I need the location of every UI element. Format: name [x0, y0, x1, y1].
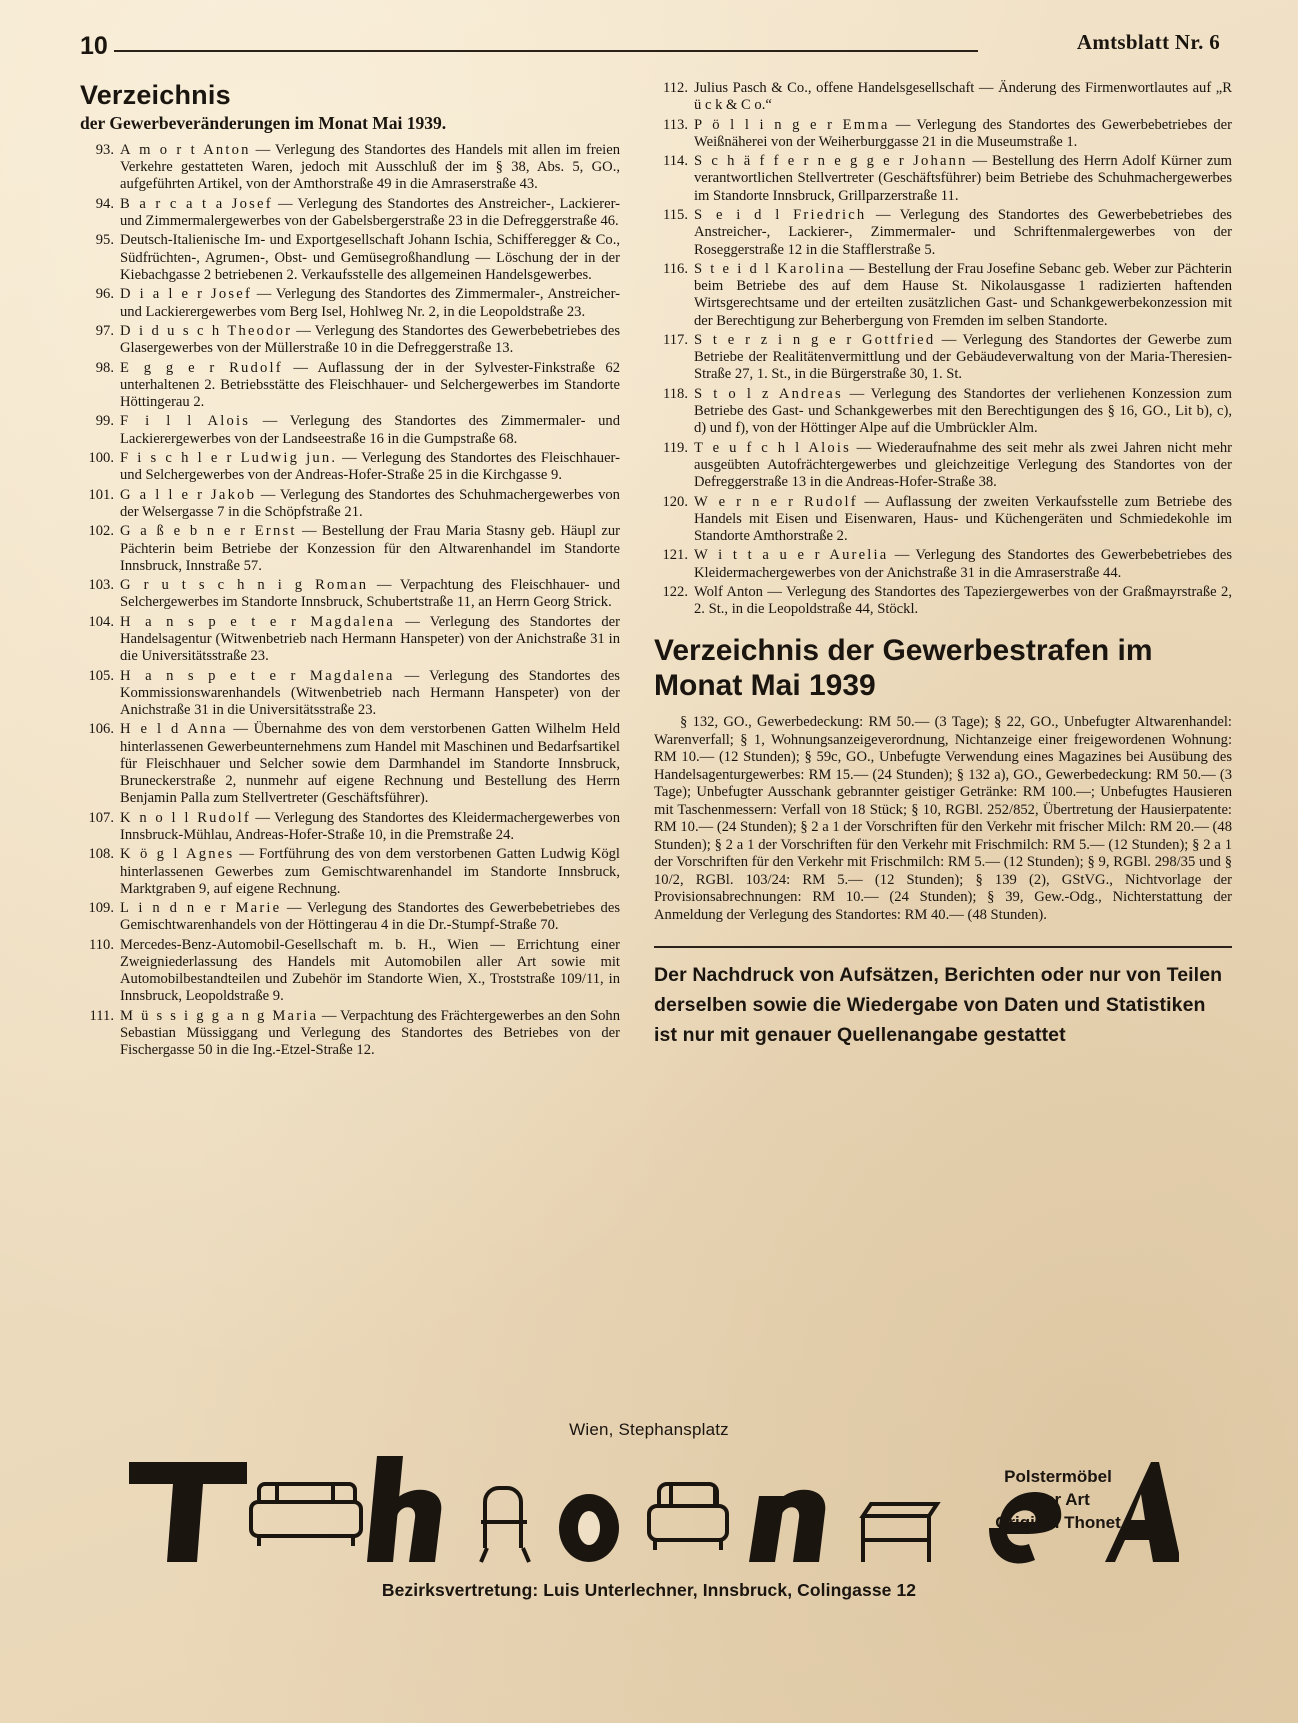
entry-number: 94. — [95, 195, 114, 212]
ad-representation: Bezirksvertretung: Luis Unterlechner, Innsbruck, Colingasse 12 — [381, 1580, 917, 1600]
ad-side-line2: aller Art — [1026, 1489, 1090, 1509]
ad-side-line1: Polstermöbel — [1004, 1467, 1112, 1486]
list-item — [654, 386, 1232, 438]
entry-number: 116. — [663, 260, 688, 277]
list-item — [80, 810, 620, 844]
ad-place: Wien, Stephansplatz — [569, 1420, 729, 1439]
entry-person-name: D i a l e r Josef — [120, 286, 253, 303]
entry-number: 93. — [95, 142, 114, 158]
entry-number: 120. — [662, 493, 688, 510]
entry-person-name: M ü s s i g g a n g Maria — [120, 1007, 319, 1024]
entry-number: 114. — [663, 153, 688, 170]
entry-number: 101. — [88, 486, 114, 503]
thonet-logo — [58, 1444, 1240, 1574]
entry-person-name: A m o r t Anton — [120, 142, 251, 158]
list-item — [654, 547, 1232, 581]
entry-text: W i t t a u e r Aurelia — Verlegung des Standortes des Gewerbebetriebes des Kleidermachergewerbes von der Anichstraße 31 in die Amraserstraße 44. — [694, 547, 1232, 581]
list-item — [654, 261, 1232, 330]
entry-text: D i d u s c h Theodor — Verlegung des Standortes des Gewerbebetriebes des Glasergewerbes von der Müllerstraße 10 in die Defreggerstraße 13. — [120, 322, 620, 357]
list-item — [80, 668, 620, 720]
entry-number: 103. — [88, 577, 114, 594]
entry-number: 113. — [663, 116, 688, 133]
entry-person-name: H a n s p e t e r Magdalena — [120, 667, 395, 684]
entry-text: S c h ä f f e r n e g g e r Johann — Bestellung des Herrn Adolf Kürner zum verantwortlichen Stellvertreter (Geschäftsführer) beim Betriebe des Schuhmachergewerbes im Standorte Innsbruck, Grillparzerstraße 11. — [694, 153, 1232, 204]
entry-text: H a n s p e t e r Magdalena — Verlegung des Standortes des Kommissionswarenhandels (Witwenbetrieb nach Hermann Hanspeter) von der Anichstraße 31 in die Universitätsstraße 23. — [120, 667, 620, 719]
entry-number: 122. — [662, 584, 688, 600]
entry-number: 100. — [88, 450, 114, 467]
entry-person-name: H a n s p e t e r Magdalena — [120, 613, 396, 630]
entry-number: 98. — [95, 359, 114, 376]
entry-number: 111. — [89, 1007, 114, 1024]
entry-text: M ü s s i g g a n g Maria — Verpachtung des Frächtergewerbes an den Sohn Sebastian Müssiggang und Verlegung des Standortes des Betriebes von der Fischergasse 50 in die Ing.-Etzel-Straße 12. — [120, 1007, 621, 1059]
entry-person-name: G r u t s c h n i g Roman — [120, 577, 369, 594]
entry-text: P ö l l i n g e r Emma — Verlegung des Standortes des Gewerbebetriebes der Weißnäherei von der Weiherburggasse 21 in die Museumstraße 1. — [694, 116, 1232, 150]
list-item — [654, 584, 1232, 618]
entry-person-name: W i t t a u e r Aurelia — [694, 547, 889, 564]
penalties-heading: Verzeichnis der Gewerbestrafen im Monat Mai 1939 — [654, 634, 1153, 703]
list-item — [80, 900, 620, 934]
list-item — [80, 413, 620, 447]
entry-person-name: E g g e r Rudolf — [120, 359, 283, 376]
entry-text: S e i d l Friedrich — Verlegung des Standortes des Gewerbebetriebes des Anstreicher-, Lackierer-, Zimmermaler- und Schriftenmalergewerbes von der Roseggerstraße 12 in die Stafflerstraße 5. — [694, 207, 1232, 258]
copyright-notice: Der Nachdruck von Aufsätzen, Berichten oder nur von Teilen derselben sowie die Wiedergabe von Daten und Statistiken ist nur mit genauer Quellenangabe gestattet — [654, 946, 1232, 1051]
entry-text: K ö g l Agnes — Fortführung des von dem verstorbenen Gatten Ludwig Kögl hinterlassenen Gewerbes zum Gemischtwarenhandel im Standorte Innsbruck, Marktgraben 9, auf eigene Rechnung. — [120, 846, 620, 897]
entry-number: 99. — [95, 413, 114, 430]
entry-person-name: S e i d l Friedrich — [694, 207, 867, 224]
page-number: 10 — [80, 32, 108, 60]
entry-text: Deutsch-Italienische Im- und Exportgesellschaft Johann Ischia, Schifferegger & Co., Südfrüchten-, Agrumen-, Obst- und Gemüsegroßhandlung — Löschung der in der Kiebachgasse 2 betriebenen 2. Verkaufsstelle des allgemeinen Handelsgewerbes. — [120, 232, 620, 283]
entry-text: L i n d n e r Marie — Verlegung des Standortes des Gewerbebetriebes des Gemischtwarenhandels von der Höttingerau 4 in die Dr.-Stumpf-Straße 70. — [120, 900, 620, 934]
entry-text: Julius Pasch & Co., offene Handelsgesellschaft — Änderung des Firmenwortlautes auf „R ü c k & C o.“ — [694, 80, 1232, 114]
list-item — [654, 80, 1232, 114]
entry-person-name: W e r n e r Rudolf — [694, 493, 858, 510]
entry-text: H a n s p e t e r Magdalena — Verlegung des Standortes der Handelsagentur (Witwenbetrieb nach Hermann Hanspeter) von der Anichstraße 31 in die Universitätsstraße 23. — [120, 613, 620, 665]
gewerbeveraenderungen-list-continued — [654, 80, 1232, 618]
entry-text: F i l l Alois — Verlegung des Standortes des Zimmermaler- und Lackierergewerbes von der Landseestraße 16 in die Gumpstraße 68. — [120, 413, 620, 447]
list-item — [80, 450, 620, 484]
list-item — [654, 207, 1232, 259]
page-header — [58, 28, 1240, 68]
header-rule — [114, 50, 978, 52]
entry-number: 109. — [88, 900, 114, 917]
entry-number: 97. — [95, 322, 114, 339]
entry-person-name: G a ß e b n e r Ernst — [120, 523, 297, 540]
entry-number: 102. — [88, 523, 114, 540]
list-item — [80, 721, 620, 807]
entry-text: D i a l e r Josef — Verlegung des Standortes des Zimmermaler-, Anstreicher- und Lackierergewerbes vom Berg Isel, Hohlweg Nr. 2, in die Leopoldstraße 23. — [120, 286, 620, 320]
list-item — [654, 153, 1232, 205]
list-item — [654, 494, 1232, 546]
list-item — [80, 614, 620, 666]
entry-text: F i s c h l e r Ludwig jun. — Verlegung des Standortes des Fleischhauer- und Selchergewerbes von der Andreas-Hofer-Straße 25 in die Kirchgasse 9. — [120, 450, 620, 484]
entry-person-name: B a r c a t a Josef — [120, 195, 273, 212]
entry-number: 95. — [95, 232, 114, 249]
entry-person-name: F i s c h l e r Ludwig jun. — [120, 450, 338, 467]
advertisement — [58, 1420, 1240, 1670]
entry-number: 117. — [663, 332, 688, 348]
right-column — [646, 80, 1232, 1062]
entry-text: S t o l z Andreas — Verlegung des Standortes der verliehenen Konzession zum Betriebe des Gast- und Schankgewerbes mit den Berechtigungen des § 16, GO., Lit b), c), d) und f), von der Höttinger Alpe auf die Umbrückler Alm. — [694, 385, 1232, 437]
list-item — [80, 937, 620, 1006]
entry-person-name: L i n d n e r Marie — [120, 900, 282, 917]
entry-number: 110. — [89, 936, 114, 953]
entry-text: Wolf Anton — Verlegung des Standortes des Tapeziergewerbes von der Graßmayrstraße 2, 2. St., in die Leopoldstraße 44, Stöckl. — [694, 584, 1232, 618]
entry-person-name: S c h ä f f e r n e g g e r Johann — [694, 153, 968, 170]
entry-person-name: K ö g l Agnes — [120, 846, 235, 863]
list-item — [80, 577, 620, 611]
entry-person-name: H e l d Anna — [120, 721, 228, 738]
entry-number: 107. — [88, 809, 114, 826]
list-item — [80, 523, 620, 575]
entry-person-name: S t e r z i n g e r Gottfried — [694, 332, 936, 348]
entry-person-name: T e u f c h l Alois — [694, 439, 851, 456]
entry-number: 108. — [88, 846, 114, 863]
left-heading: Verzeichnis — [80, 80, 231, 110]
left-subheading: der Gewerbeveränderungen im Monat Mai 1939. — [80, 113, 447, 133]
list-item — [80, 487, 620, 521]
page-sheet — [58, 28, 1240, 1688]
entry-text: S t e i d l Karolina — Bestellung der Frau Josefine Sebanc geb. Weber zur Pächterin beim Betriebe des auf dem Hause St. Nikolausgasse 1 radizierten haftenden Wirtsgerechtsame und der erteilten zusätzlichen Gast- und Schankgewerbekonzession mit der Berechtigung zur Beherbergung von Fremden im selben Standorte. — [694, 260, 1232, 329]
penalties-text: § 132, GO., Gewerbedeckung: RM 50.— (3 Tage); § 22, GO., Unbefugter Altwarenhandel: Warenverfall; § 1, Wohnungsanzeigeverordnung, Nichtanzeige einer freigewordenen Wohnung: RM 10.— (12 Stunden); § 59c, GO., Unbefugte Verwendung eines Magazines bei Ausübung des Handelsagenturgewerbes: RM 15.— (24 Stunden); § 132 a), GO., Gewerbedeckung: RM 50.— (3 Tage); Unbefugter Ausschank gebrannter geistiger Getränke: RM 100.—; Unbefugtes Hausieren mit Taschenmessern: Verfall von 18 Stück; § 10, RGBl. 252/852, Übertretung der Hausierpatente: RM 10.— (24 Stunden); § 2 a 1 der Vorschriften für den Verkehr mit frischer Milch: RM 20.— (48 Stunden); § 2 a 1 der Vorschriften für den Verkehr mit Frischmilch: RM 5.— (12 Stunden); § 2 a 1 der Vorschriften für den Verkehr mit Frischmilch: RM 5.— (12 Stunden); § 9, RGBl. 298/35 und § 10/2, RGBl. 103/24: RM 5.— (12 Stunden); § 139 (2), GStVG., Nichtvorlage der Provisionsabrechnungen: RM 10.— (24 Stunden); § 39, Gew.-Odg., Nichterstattung der Anmeldung der Verlegung des Standortes: RM 40.— (48 Stunden). — [654, 714, 1232, 923]
entry-text: B a r c a t a Josef — Verlegung des Standortes des Anstreicher-, Lackierer- und Zimmermalergewerbes von der Gabelsbergerstraße 23 in die Defreggerstraße 46. — [120, 195, 621, 230]
entry-person-name: P ö l l i n g e r Emma — [694, 116, 890, 133]
entry-person-name: S t e i d l Karolina — [694, 260, 846, 277]
entry-text: K n o l l Rudolf — Verlegung des Standortes des Kleidermachergewerbes von Innsbruck-Mühlau, Andreas-Hofer-Straße 10, in die Premstraße 24. — [120, 809, 620, 843]
list-item — [80, 232, 620, 284]
list-item — [80, 360, 620, 412]
entry-text: Mercedes-Benz-Automobil-Gesellschaft m. b. H., Wien — Errichtung einer Zweigniederlassung des Handels mit Automobilen aller Art sowie mit Automobilbestandteilen und Zubehör im Standorte Wien, X., Troststraße 109/11, in Innsbruck, Leopoldstraße 9. — [120, 936, 620, 1005]
entry-number: 112. — [663, 80, 688, 96]
entry-person-name: F i l l Alois — [120, 413, 251, 430]
entry-number: 119. — [663, 439, 688, 456]
entry-text: A m o r t Anton — Verlegung des Standortes des Handels mit allen im freien Verkehre gestatteten Waren, jedoch mit Ausschluß der im § 38, Abs. 5, GO., aufgeführten Artikel, von der Amthorstraße 49 in die Amraserstraße 43. — [120, 142, 620, 193]
list-item — [654, 117, 1232, 151]
entry-number: 121. — [662, 547, 688, 564]
entry-number: 115. — [663, 207, 688, 224]
entry-text: H e l d Anna — Übernahme des von dem verstorbenen Gatten Wilhelm Held hinterlassenen Gewerbeunternehmens zum Handel mit Maschinen und Bedarfsartikel für Fleischhauer und Selcher sowie dem Darmhandel im Standorte Innsbruck, Bruneckerstraße 2, nunmehr auf eigene Rechnung und Bestellung des Herrn Benjamin Palla zum Stellvertreter (Geschäftsführer). — [120, 721, 620, 807]
list-item — [80, 142, 620, 194]
entry-text: S t e r z i n g e r Gottfried — Verlegung des Standortes der Gewerbe zum Betriebe der Realitätenvermittlung und der Gebäudeverwaltung von der Maria-Theresien-Straße 27, 1. St., in die Bürgerstraße 30, 1. St. — [694, 332, 1232, 383]
list-item — [654, 332, 1232, 384]
gewerbeveraenderungen-list — [80, 142, 620, 1060]
list-item — [80, 846, 620, 898]
list-item — [80, 286, 620, 320]
left-column — [58, 80, 620, 1062]
entry-number: 105. — [88, 667, 114, 684]
list-item — [654, 440, 1232, 492]
entry-person-name: K n o l l Rudolf — [120, 809, 251, 826]
list-item — [80, 1008, 620, 1060]
ad-side-info — [968, 1466, 1148, 1535]
two-column-layout — [58, 80, 1240, 1062]
entry-text: E g g e r Rudolf — Auflassung der in der Sylvester-Finkstraße 62 unterhaltenen 2. Betriebsstätte des Fleischhauer- und Selchergewerbes im Standorte Höttingerau 2. — [120, 359, 621, 410]
entry-person-name: G a l l e r Jakob — [120, 486, 257, 503]
entry-text: T e u f c h l Alois — Wiederaufnahme des seit mehr als zwei Jahren nicht mehr ausgeübten Autofrächtergewerbes und gleichzeitige Verlegung des Standortes von der Defreggerstraße 13 in die Andreas-Hofer-Straße 38. — [694, 439, 1232, 491]
entry-text: G r u t s c h n i g Roman — Verpachtung des Fleischhauer- und Selchergewerbes im Standorte Innsbruck, Schubertstraße 11, an Herrn Georg Strick. — [120, 577, 620, 611]
entry-person-name: S t o l z Andreas — [694, 385, 843, 402]
ad-side-line3: Original Thonet — [995, 1512, 1121, 1532]
entry-number: 106. — [88, 721, 114, 738]
publication-title: Amtsblatt Nr. 6 — [1076, 30, 1220, 54]
entry-text: G a l l e r Jakob — Verlegung des Standortes des Schuhmachergewerbes von der Welsergasse 7 in die Schöpfstraße 21. — [120, 486, 620, 520]
entry-number: 118. — [663, 385, 688, 402]
entry-text: W e r n e r Rudolf — Auflassung der zweiten Verkaufsstelle zum Betriebe des Handels mit Eisen und Eisenwaren, Haus- und Küchengeräten und Schmiedekohle im Standorte Amthorstraße 2. — [694, 493, 1232, 544]
list-item — [80, 196, 620, 230]
entry-person-name: D i d u s c h Theodor — [120, 322, 293, 339]
entry-text: G a ß e b n e r Ernst — Bestellung der Frau Maria Stasny geb. Häupl zur Pächterin beim Betriebe der Konzession für den Altwarenhandel im Standorte Innsbruck, Innstraße 57. — [120, 523, 620, 574]
list-item — [80, 323, 620, 357]
entry-number: 104. — [88, 613, 114, 630]
entry-number: 96. — [95, 286, 114, 303]
